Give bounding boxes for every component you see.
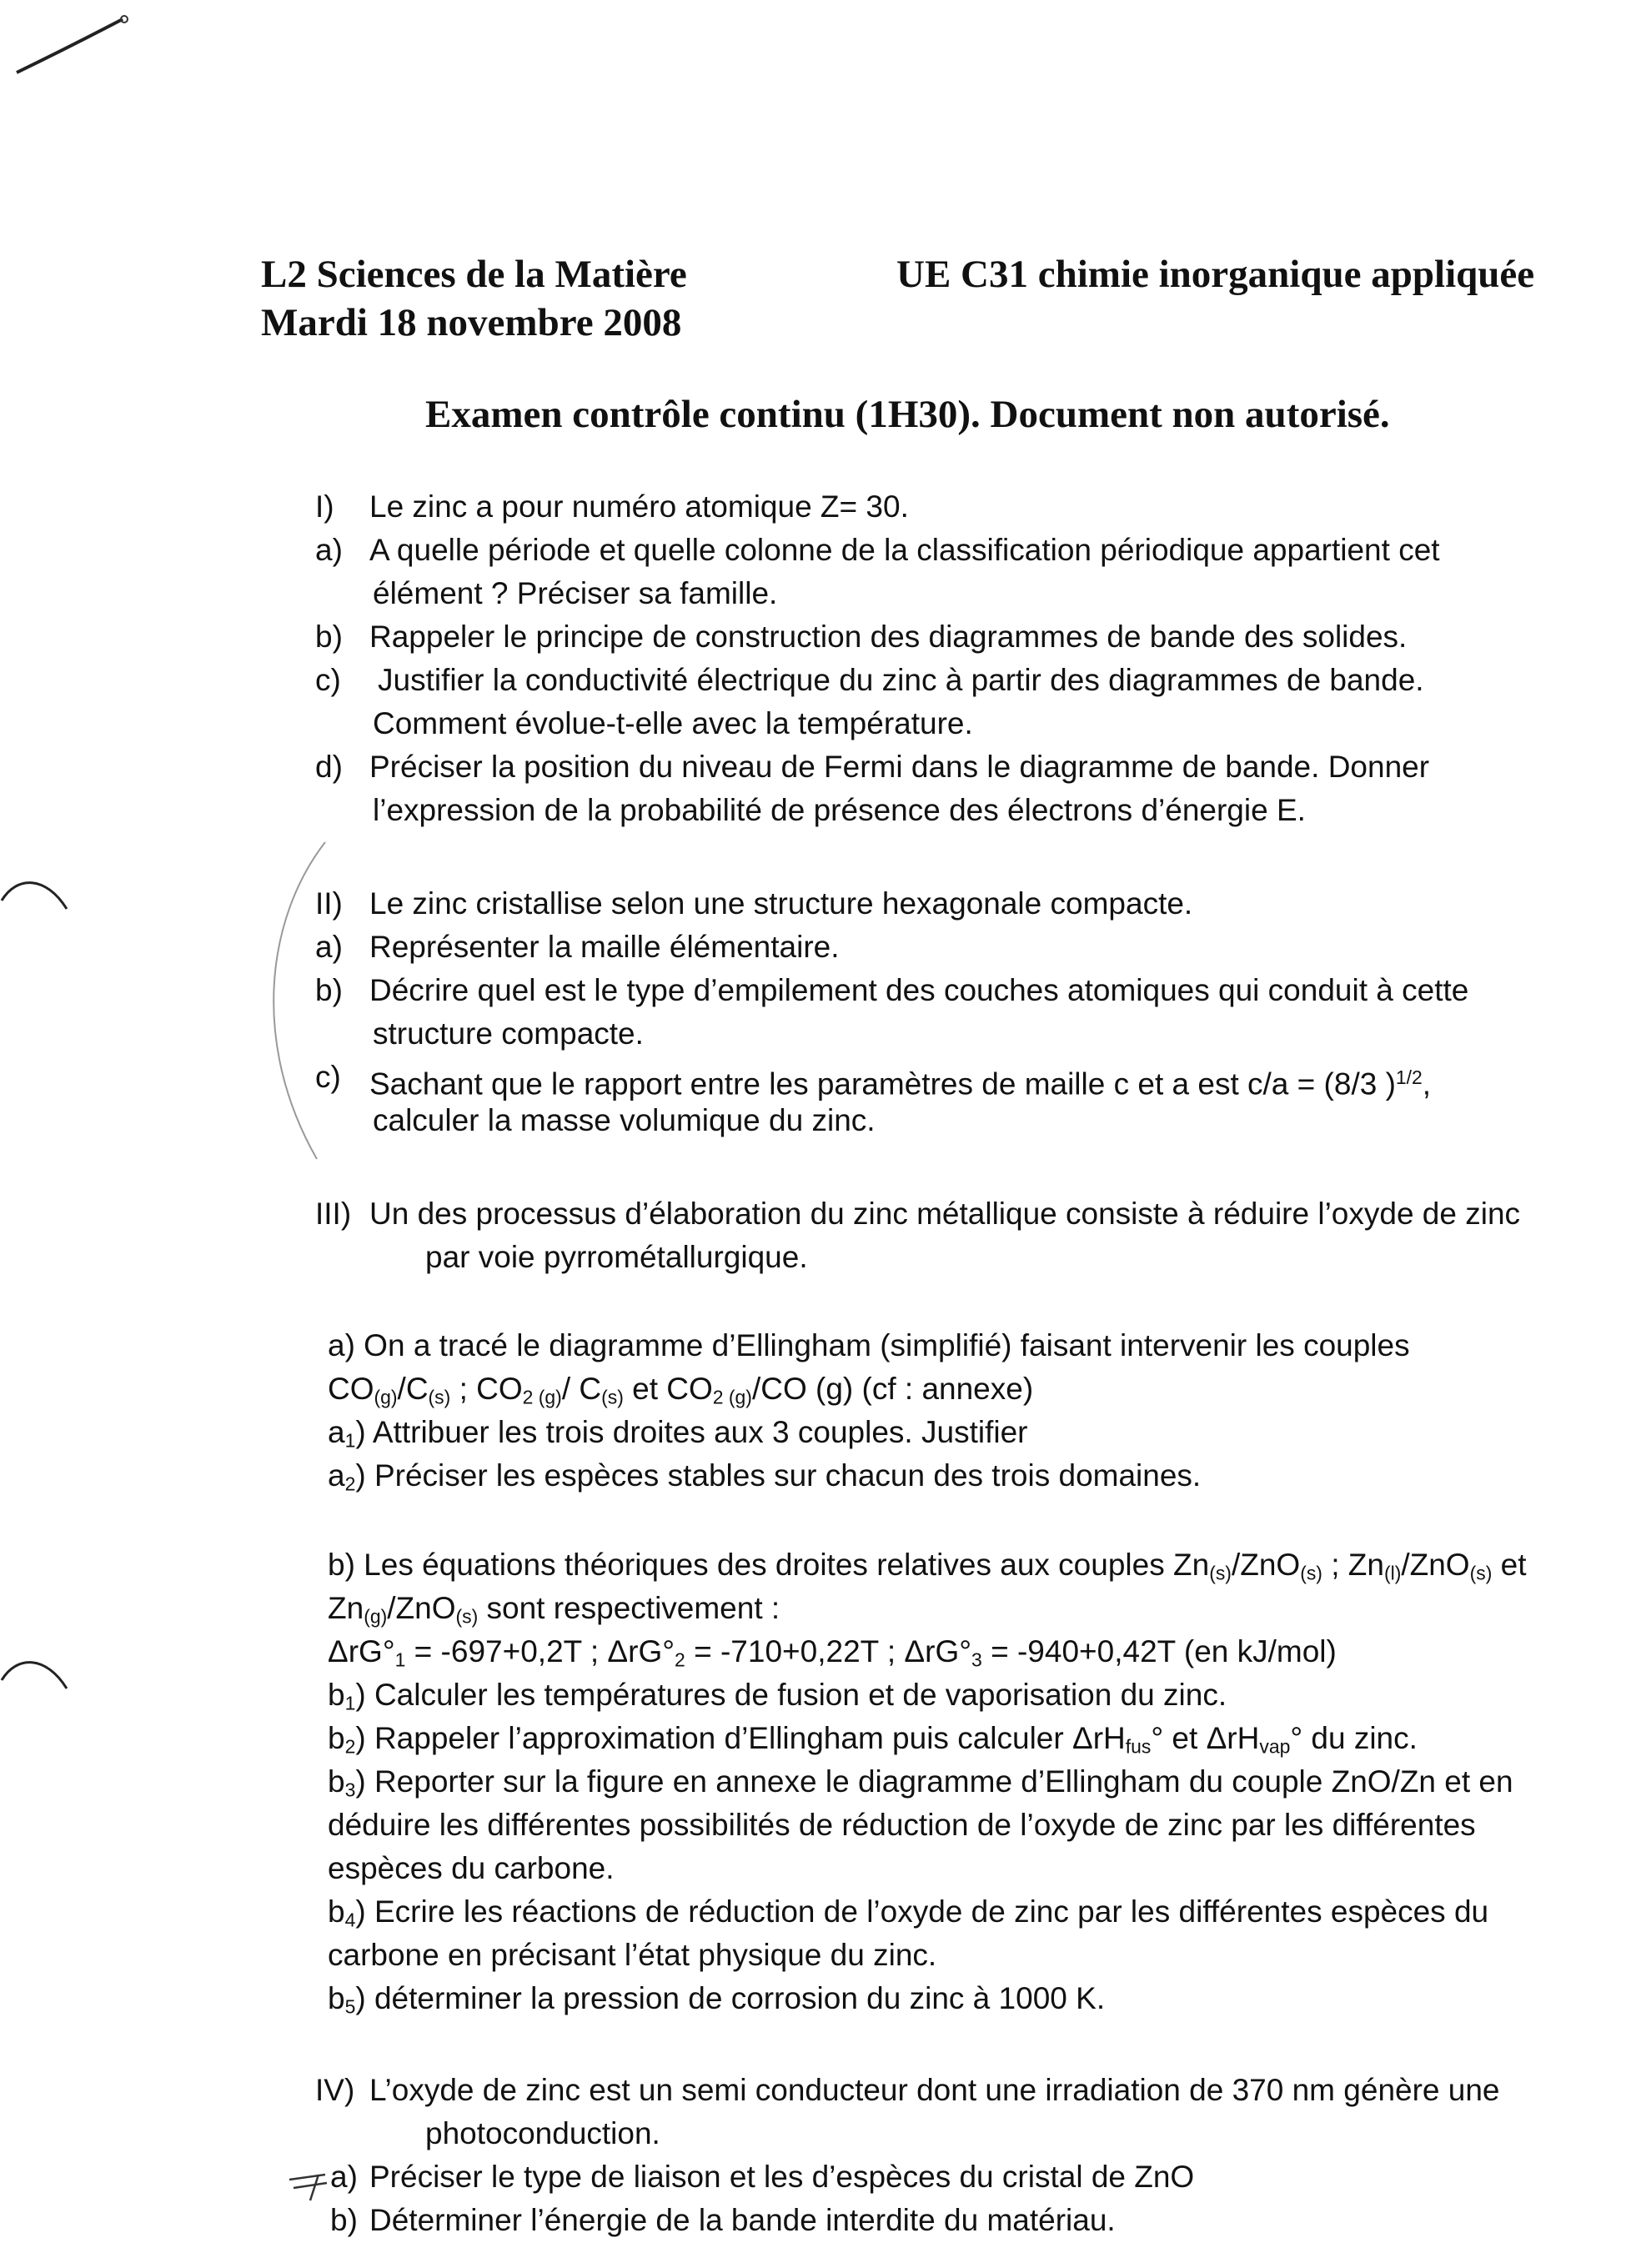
q1-number: I): [315, 489, 334, 524]
q2-a-mark: a): [315, 930, 343, 964]
q1-a-line1: A quelle période et quelle colonne de la classification périodique appartient cet: [369, 533, 1440, 567]
q1-b-text: Rappeler le principe de construction des diagrammes de bande des solides.: [369, 620, 1408, 654]
q3-number: III): [315, 1197, 352, 1231]
q3-a-line1: a) On a tracé le diagramme d’Ellingham (simplifié) faisant intervenir les couples: [328, 1328, 1410, 1362]
q3-b-equations: $\Delta rG^\circ_1 = -697+0,2T$ ; $\Delta rG^\circ_2 = -710+0,22T$ ; $\Delta rG^\circ_3 = -940+0,42T$ (en kJ/mol): [328, 1634, 1337, 1671]
q3-b2-question: $b_2$) Rappeler l’approximation d’Ellingham puis calculer ΔrH$_{fus}$° et ΔrH$_{vap}$° du zinc.: [328, 1721, 1418, 1758]
q4-number: IV): [315, 2073, 355, 2107]
q3-b3-question-line1: $b_3$) Reporter sur la figure en annexe le diagramme d’Ellingham du couple ZnO/Zn et en: [328, 1764, 1513, 1801]
q3-a2-question: $a_2$) Préciser les espèces stables sur chacun des trois domaines.: [328, 1458, 1202, 1495]
q1-a-line2: élément ? Préciser sa famille.: [373, 576, 778, 610]
q4-text-line2: photoconduction.: [425, 2116, 660, 2150]
q4-a-mark: a): [330, 2160, 358, 2194]
course-unit: UE C31 chimie inorganique appliquée: [896, 253, 1535, 296]
q1-d-mark: d): [315, 750, 343, 784]
q2-text: Le zinc cristallise selon une structure hexagonale compacte.: [369, 886, 1193, 921]
q2-b-line1: Décrire quel est le type d’empilement des couches atomiques qui conduit à cette: [369, 973, 1469, 1007]
q2-c-line1: Sachant que le rapport entre les paramètres de maille c et a est c/a = (8/3 )$^{1/2}$,: [369, 1066, 1432, 1101]
exam-date: Mardi 18 novembre 2008: [261, 301, 682, 344]
q1-c-line1: Justifier la conductivité électrique du zinc à partir des diagrammes de bande.: [378, 663, 1424, 697]
q3-b4-question-line1: $b_4$) Ecrire les réactions de réduction de l’oxyde de zinc par les différentes espèces du: [328, 1894, 1489, 1931]
q3-text-line1: Un des processus d’élaboration du zinc métallique consiste à réduire l’oxyde de zinc: [369, 1197, 1521, 1231]
q2-b-mark: b): [315, 973, 343, 1007]
q1-c-mark: c): [315, 663, 341, 697]
q1-c-line2: Comment évolue-t-elle avec la température.: [373, 706, 973, 740]
q2-c-line2: calculer la masse volumique du zinc.: [373, 1103, 876, 1137]
q3-b3-question-line3: espèces du carbone.: [328, 1851, 615, 1885]
q1-d-line2: l’expression de la probabilité de présence des électrons d’énergie E.: [373, 793, 1306, 827]
q3-text-line2: par voie pyrrométallurgique.: [425, 1240, 808, 1274]
q3-b3-question-line2: déduire les différentes possibilités de réduction de l’oxyde de zinc par les différentes: [328, 1808, 1476, 1842]
handwritten-arrow-mark: [285, 2163, 335, 2205]
q3-b1-question: $b_1$) Calculer les températures de fusion et de vaporisation du zinc.: [328, 1678, 1227, 1714]
q4-b-mark: b): [330, 2203, 358, 2237]
q2-number: II): [315, 886, 343, 921]
q3-b4-question-line2: carbone en précisant l’état physique du zinc.: [328, 1938, 937, 1972]
q1-a-mark: a): [315, 533, 343, 567]
q1-d-line1: Préciser la position du niveau de Fermi dans le diagramme de bande. Donner: [369, 750, 1430, 784]
q2-a-text: Représenter la maille élémentaire.: [369, 930, 840, 964]
punch-hole-top: [0, 876, 75, 926]
pen-stroke-mark: [13, 13, 129, 79]
exam-title: Examen contrôle continu (1H30). Document non autorisé.: [425, 393, 1390, 436]
q1-b-mark: b): [315, 620, 343, 654]
course-name: L2 Sciences de la Matière: [261, 253, 687, 296]
q3-a-line2: $CO_{(g)}/C_{(s)}$ ; $CO_{2 (g)}/$ $C_{(s)}$ et $CO_{2 (g)}/CO$ (g) (cf : annexe): [328, 1372, 1034, 1408]
q3-b-line2: $Zn_{(g)}/ZnO_{(s)}$ sont respectivement :: [328, 1591, 780, 1628]
q4-a-text: Préciser le type de liaison et les d’espèces du cristal de ZnO: [369, 2160, 1195, 2194]
q3-b-line1: b) Les équations théoriques des droites relatives aux couples $Zn_{(s)}/ZnO_{(s)}$ ; $Zn_{(l)}/ZnO_{(s)}$ et: [328, 1548, 1527, 1584]
q2-b-line2: structure compacte.: [373, 1016, 644, 1051]
q3-a1-question: $a_1$) Attribuer les trois droites aux 3 couples. Justifier: [328, 1415, 1028, 1452]
q3-b5-question: $b_5$) déterminer la pression de corrosion du zinc à 1000 K.: [328, 1981, 1106, 2018]
q4-b-text: Déterminer l’énergie de la bande interdite du matériau.: [369, 2203, 1116, 2237]
q2-c-mark: c): [315, 1060, 341, 1094]
q4-text-line1: L’oxyde de zinc est un semi conducteur dont une irradiation de 370 nm génère une: [369, 2073, 1500, 2107]
q1-text: Le zinc a pour numéro atomique Z= 30.: [369, 489, 909, 524]
punch-hole-bottom: [0, 1655, 75, 1705]
